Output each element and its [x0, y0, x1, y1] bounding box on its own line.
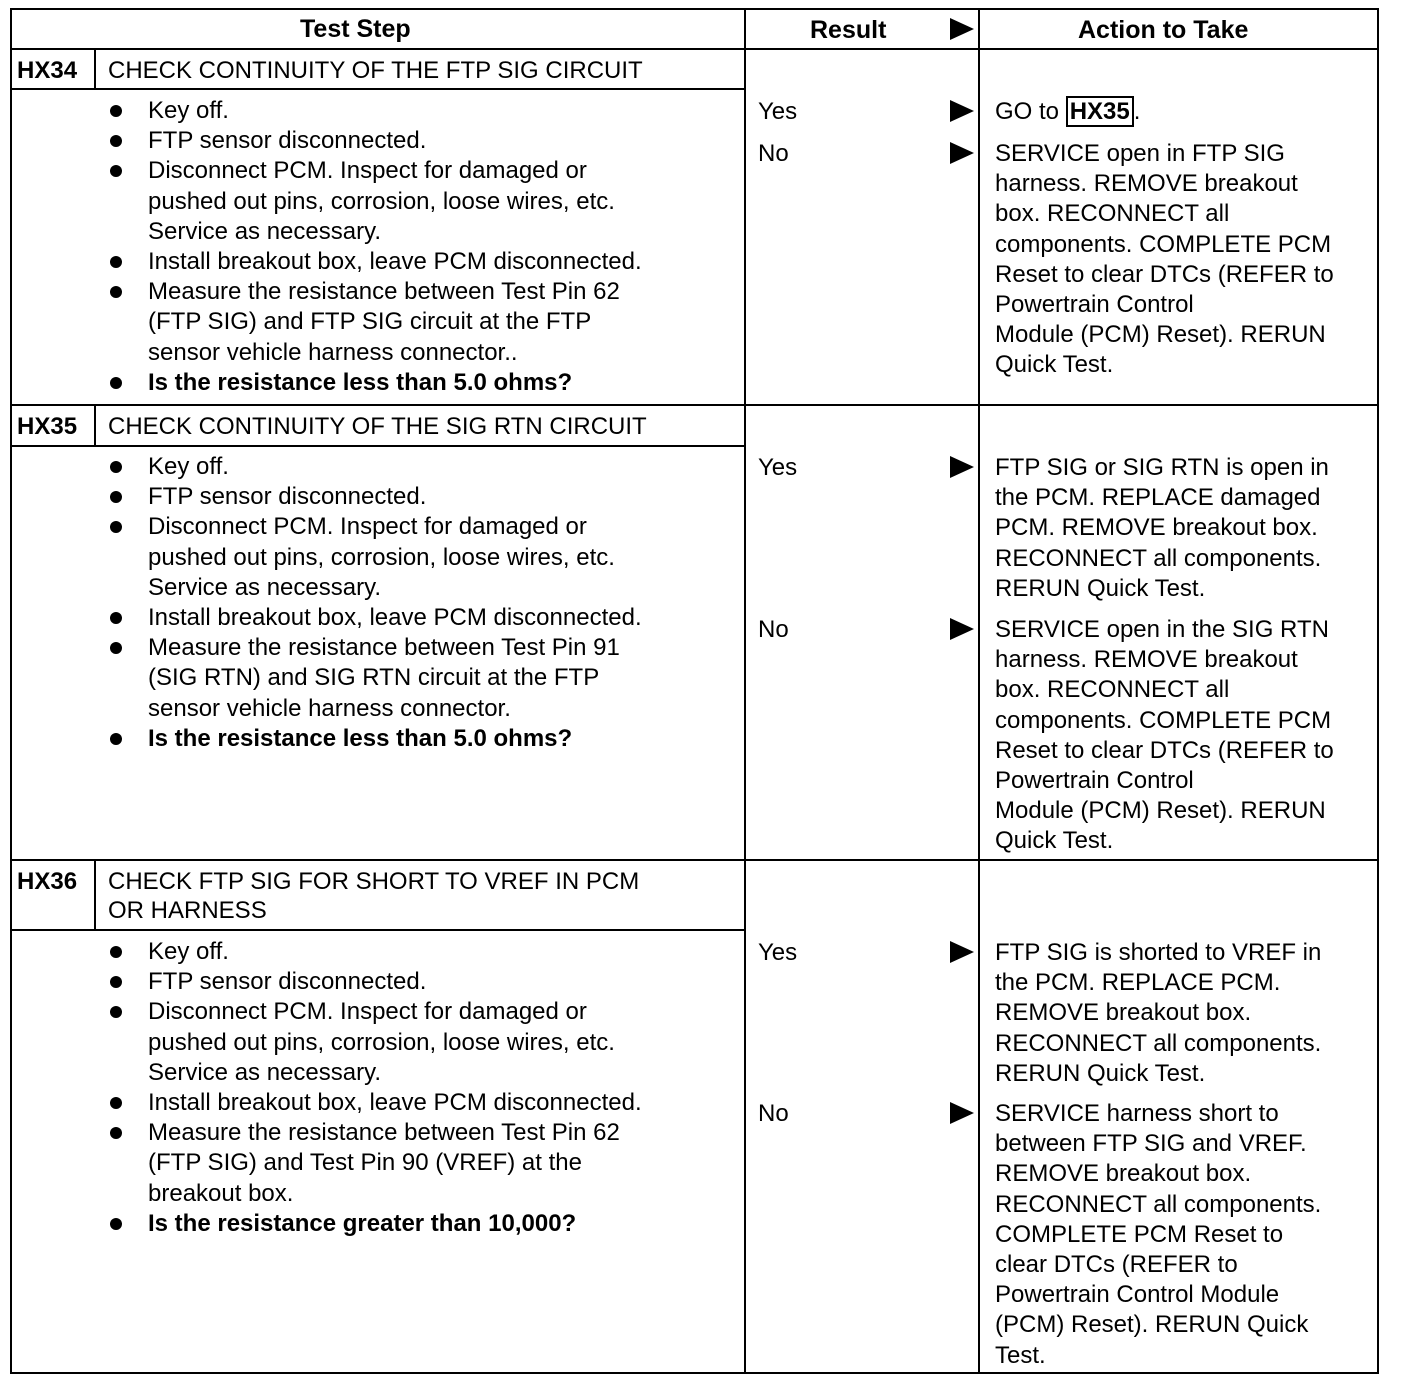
step-bullets	[108, 452, 738, 754]
row-separator-hx36	[10, 859, 1379, 861]
bullet-item: Key off.	[108, 96, 738, 126]
code-divider-hx35	[94, 405, 96, 446]
header-result: Result	[810, 16, 887, 44]
header-action: Action to Take	[1078, 16, 1249, 44]
result-no: No	[758, 616, 789, 643]
table-left-border	[10, 8, 12, 1374]
bullet-item: Disconnect PCM. Inspect for damaged or pushed out pins, corrosion, loose wires, etc. Service as necessary.	[108, 156, 738, 247]
step-title: CHECK CONTINUITY OF THE SIG RTN CIRCUIT	[108, 413, 647, 440]
step-code: HX34	[17, 57, 78, 84]
action-column-left-border	[978, 8, 980, 1374]
title-underline-hx36	[10, 929, 745, 931]
result-arrow-icon	[950, 1102, 974, 1124]
result-arrow-icon	[950, 941, 974, 963]
bullet-item: Install breakout box, leave PCM disconnected.	[108, 247, 738, 277]
result-arrow-icon	[950, 456, 974, 478]
result-column-left-border	[744, 8, 746, 1374]
row-separator-hx35	[10, 404, 1379, 406]
action-yes: FTP SIG is shorted to VREF in the PCM. REPLACE PCM. REMOVE breakout box. RECONNECT all components. RERUN Quick Test.	[995, 939, 1322, 1087]
bullet-question: Is the resistance less than 5.0 ohms?	[108, 724, 738, 754]
bullet-item: FTP sensor disconnected.	[108, 482, 738, 512]
action-prefix: GO to	[995, 98, 1066, 125]
result-arrow-icon	[950, 142, 974, 164]
bullet-item: Measure the resistance between Test Pin 91 (SIG RTN) and SIG RTN circuit at the FTP sensor vehicle harness connector.	[108, 633, 738, 724]
bullet-item: Key off.	[108, 937, 738, 967]
bullet-item: Install breakout box, leave PCM disconnected.	[108, 1088, 738, 1118]
action-no: SERVICE open in the SIG RTN harness. REMOVE breakout box. RECONNECT all components. COMPLETE PCM Reset to clear DTCs (REFER to Powertrain Control Module (PCM) Reset). RERUN Quick Test.	[995, 616, 1334, 855]
header-bottom-border	[10, 48, 1378, 50]
result-no: No	[758, 1100, 789, 1127]
bullet-item: Measure the resistance between Test Pin 62 (FTP SIG) and FTP SIG circuit at the FTP sensor vehicle harness connector..	[108, 277, 738, 368]
header-arrow-icon	[950, 18, 974, 40]
table-bottom-border	[10, 1372, 1379, 1374]
result-arrow-icon	[950, 618, 974, 640]
step-title: CHECK FTP SIG FOR SHORT TO VREF IN PCM OR HARNESS	[108, 868, 640, 924]
step-code: HX36	[17, 868, 78, 895]
bullet-item: Key off.	[108, 452, 738, 482]
title-underline-hx34	[10, 88, 745, 90]
action-suffix: .	[1133, 98, 1141, 125]
bullet-question: Is the resistance greater than 10,000?	[108, 1209, 738, 1239]
header-test-step: Test Step	[300, 15, 411, 43]
action-yes	[995, 97, 1380, 127]
action-no: SERVICE open in FTP SIG harness. REMOVE breakout box. RECONNECT all components. COMPLETE PCM Reset to clear DTCs (REFER to Powertrain Control Module (PCM) Reset). RERUN Quick Test.	[995, 140, 1334, 379]
step-reference-link[interactable]: HX35	[1066, 96, 1134, 127]
title-underline-hx35	[10, 445, 745, 447]
action-no: SERVICE harness short to between FTP SIG and VREF. REMOVE breakout box. RECONNECT all components. COMPLETE PCM Reset to clear DTCs (REFER to Powertrain Control Module (PCM) Reset). RERUN Quick Test.	[995, 1100, 1322, 1369]
bullet-question: Is the resistance less than 5.0 ohms?	[108, 368, 738, 398]
bullet-item: Disconnect PCM. Inspect for damaged or pushed out pins, corrosion, loose wires, etc. Service as necessary.	[108, 997, 738, 1088]
step-bullets	[108, 96, 738, 398]
result-no: No	[758, 140, 789, 167]
bullet-item: FTP sensor disconnected.	[108, 967, 738, 997]
table-top-border	[10, 8, 1378, 10]
result-arrow-icon	[950, 100, 974, 122]
action-yes: FTP SIG or SIG RTN is open in the PCM. REPLACE damaged PCM. REMOVE breakout box. RECONNECT all components. RERUN Quick Test.	[995, 454, 1329, 602]
result-yes: Yes	[758, 454, 798, 481]
result-yes: Yes	[758, 98, 798, 125]
code-divider-hx36	[94, 860, 96, 930]
step-code: HX35	[17, 413, 78, 440]
step-bullets	[108, 937, 738, 1239]
bullet-item: Install breakout box, leave PCM disconnected.	[108, 603, 738, 633]
step-title: CHECK CONTINUITY OF THE FTP SIG CIRCUIT	[108, 57, 643, 84]
result-yes: Yes	[758, 939, 798, 966]
bullet-item: FTP sensor disconnected.	[108, 126, 738, 156]
bullet-item: Disconnect PCM. Inspect for damaged or pushed out pins, corrosion, loose wires, etc. Service as necessary.	[108, 512, 738, 603]
bullet-item: Measure the resistance between Test Pin 62 (FTP SIG) and Test Pin 90 (VREF) at the breakout box.	[108, 1118, 738, 1209]
code-divider-hx34	[94, 48, 96, 89]
